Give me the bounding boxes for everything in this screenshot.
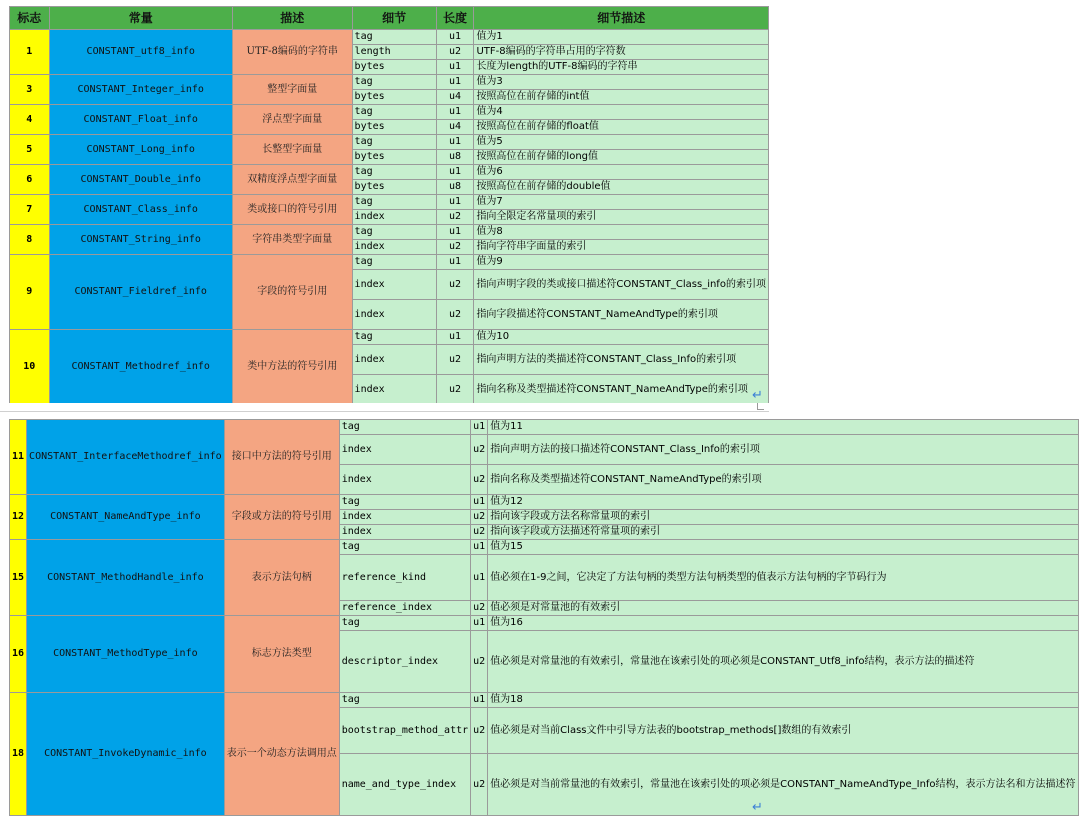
table-row	[10, 495, 1079, 510]
tag-value: 8	[10, 225, 50, 255]
detail-description: 指向声明方法的类描述符CONSTANT_Class_Info的索引项	[474, 345, 769, 375]
constant-name: CONSTANT_Integer_info	[49, 75, 232, 105]
detail-field: index	[339, 525, 470, 540]
detail-description: 值为5	[474, 135, 769, 150]
detail-field: tag	[339, 420, 470, 435]
constant-name: CONSTANT_Class_info	[49, 195, 232, 225]
table-row	[10, 75, 769, 90]
detail-field: tag	[352, 195, 436, 210]
table-row	[10, 105, 769, 120]
length-value: u1	[471, 495, 488, 510]
detail-field: bytes	[352, 90, 436, 105]
detail-description: 值为1	[474, 30, 769, 45]
constant-name: CONSTANT_Fieldref_info	[49, 255, 232, 330]
length-value: u1	[436, 75, 474, 90]
detail-description: 值为10	[474, 330, 769, 345]
length-value: u1	[471, 420, 488, 435]
constant-name: CONSTANT_MethodType_info	[27, 616, 225, 693]
constant-name: CONSTANT_utf8_info	[49, 30, 232, 75]
detail-field: tag	[352, 165, 436, 180]
detail-field: bytes	[352, 150, 436, 165]
length-value: u2	[471, 754, 488, 816]
detail-field: tag	[339, 540, 470, 555]
detail-description: 长度为length的UTF-8编码的字符串	[474, 60, 769, 75]
length-value: u1	[436, 255, 474, 270]
length-value: u2	[436, 270, 474, 300]
constant-description: 类中方法的符号引用	[232, 330, 352, 405]
detail-description: 指向名称及类型描述符CONSTANT_NameAndType的索引项	[474, 375, 769, 405]
constant-pool-table-part2	[9, 419, 1079, 816]
length-value: u2	[471, 435, 488, 465]
length-value: u1	[436, 105, 474, 120]
length-value: u2	[471, 631, 488, 693]
detail-description: 按照高位在前存储的float值	[474, 120, 769, 135]
page-break-line	[0, 411, 769, 412]
constant-description: 整型字面量	[232, 75, 352, 105]
length-value: u2	[436, 240, 474, 255]
length-value: u1	[471, 693, 488, 708]
detail-description: 值为18	[488, 693, 1078, 708]
length-value: u1	[436, 330, 474, 345]
table-row	[10, 225, 769, 240]
detail-field: index	[352, 210, 436, 225]
table-row	[10, 693, 1079, 708]
tag-value: 18	[10, 693, 27, 816]
detail-field: name_and_type_index	[339, 754, 470, 816]
detail-field: tag	[352, 75, 436, 90]
header-detail: 细节	[352, 7, 436, 30]
length-value: u8	[436, 150, 474, 165]
detail-field: index	[339, 435, 470, 465]
detail-description: 指向字段描述符CONSTANT_NameAndType的索引项	[474, 300, 769, 330]
length-value: u2	[471, 510, 488, 525]
length-value: u8	[436, 180, 474, 195]
table-row	[10, 330, 769, 345]
length-value: u1	[436, 195, 474, 210]
detail-description: 值为7	[474, 195, 769, 210]
detail-field: tag	[352, 30, 436, 45]
detail-description: 指向该字段或方法描述符常量项的索引	[488, 525, 1078, 540]
tag-value: 5	[10, 135, 50, 165]
constant-name: CONSTANT_Float_info	[49, 105, 232, 135]
detail-description: UTF-8编码的字符串占用的字符数	[474, 45, 769, 60]
detail-field: descriptor_index	[339, 631, 470, 693]
constant-name: CONSTANT_InterfaceMethodref_info	[27, 420, 225, 495]
table-row	[10, 255, 769, 270]
detail-description: 值必须是对常量池的有效索引，常量池在该索引处的项必须是CONSTANT_Utf8_info结构，表示方法的描述符	[488, 631, 1078, 693]
length-value: u2	[471, 708, 488, 754]
constant-name: CONSTANT_Methodref_info	[49, 330, 232, 405]
constant-description: 表示方法句柄	[224, 540, 339, 616]
detail-description: 值为9	[474, 255, 769, 270]
detail-field: tag	[352, 255, 436, 270]
length-value: u4	[436, 90, 474, 105]
table-row	[10, 420, 1079, 435]
detail-field: tag	[352, 225, 436, 240]
constant-name: CONSTANT_NameAndType_info	[27, 495, 225, 540]
detail-description: 指向名称及类型描述符CONSTANT_NameAndType的索引项	[488, 465, 1078, 495]
detail-description: 值为12	[488, 495, 1078, 510]
constant-description: 字段的符号引用	[232, 255, 352, 330]
detail-field: tag	[352, 135, 436, 150]
tag-value: 15	[10, 540, 27, 616]
detail-field: index	[339, 510, 470, 525]
detail-field: reference_kind	[339, 555, 470, 601]
detail-field: tag	[339, 693, 470, 708]
constant-name: CONSTANT_MethodHandle_info	[27, 540, 225, 616]
detail-field: reference_index	[339, 601, 470, 616]
header-description: 描述	[232, 7, 352, 30]
constant-description: 浮点型字面量	[232, 105, 352, 135]
tag-value: 10	[10, 330, 50, 405]
paragraph-return-icon: ↵	[752, 800, 763, 815]
length-value: u2	[436, 300, 474, 330]
constant-name: CONSTANT_String_info	[49, 225, 232, 255]
table-row	[10, 135, 769, 150]
page-corner-icon	[757, 403, 764, 410]
detail-field: tag	[352, 105, 436, 120]
length-value: u2	[436, 45, 474, 60]
detail-description: 按照高位在前存储的double值	[474, 180, 769, 195]
constant-description: UTF-8编码的字符串	[232, 30, 352, 75]
table-row	[10, 30, 769, 45]
detail-field: index	[352, 375, 436, 405]
detail-description: 值为3	[474, 75, 769, 90]
length-value: u1	[436, 225, 474, 240]
detail-description: 按照高位在前存储的int值	[474, 90, 769, 105]
detail-field: tag	[339, 616, 470, 631]
detail-description: 指向声明方法的接口描述符CONSTANT_Class_Info的索引项	[488, 435, 1078, 465]
header-constant: 常量	[49, 7, 232, 30]
length-value: u4	[436, 120, 474, 135]
tag-value: 7	[10, 195, 50, 225]
detail-description: 指向字符串字面量的索引	[474, 240, 769, 255]
constant-description: 长整型字面量	[232, 135, 352, 165]
detail-field: index	[352, 300, 436, 330]
header-tag: 标志	[10, 7, 50, 30]
tag-value: 3	[10, 75, 50, 105]
length-value: u1	[471, 540, 488, 555]
detail-field: index	[352, 240, 436, 255]
table2-body	[10, 420, 1079, 816]
detail-field: tag	[339, 495, 470, 510]
constant-name: CONSTANT_Long_info	[49, 135, 232, 165]
detail-description: 指向全限定名常量项的索引	[474, 210, 769, 225]
detail-description: 值必须在1-9之间，它决定了方法句柄的类型方法句柄类型的值表示方法句柄的字节码行为	[488, 555, 1078, 601]
tag-value: 9	[10, 255, 50, 330]
length-value: u2	[436, 210, 474, 225]
length-value: u1	[436, 30, 474, 45]
constant-pool-table-part1	[9, 6, 769, 405]
detail-description: 值必须是对当前常量池的有效索引，常量池在该索引处的项必须是CONSTANT_NameAndType_Info结构，表示方法名和方法描述符	[488, 754, 1078, 816]
header-detail-description: 细节描述	[474, 7, 769, 30]
detail-description: 按照高位在前存储的long值	[474, 150, 769, 165]
constant-description: 字符串类型字面量	[232, 225, 352, 255]
tag-value: 11	[10, 420, 27, 495]
constant-name: CONSTANT_Double_info	[49, 165, 232, 195]
paragraph-return-icon: ↵	[752, 388, 763, 403]
constant-description: 字段或方法的符号引用	[224, 495, 339, 540]
detail-description: 值为4	[474, 105, 769, 120]
header-row	[10, 7, 769, 30]
length-value: u2	[471, 465, 488, 495]
constant-description: 接口中方法的符号引用	[224, 420, 339, 495]
tag-value: 1	[10, 30, 50, 75]
length-value: u1	[471, 555, 488, 601]
constant-description: 标志方法类型	[224, 616, 339, 693]
constant-description: 类或接口的符号引用	[232, 195, 352, 225]
detail-field: index	[352, 345, 436, 375]
length-value: u2	[471, 601, 488, 616]
detail-field: index	[339, 465, 470, 495]
detail-field: bytes	[352, 120, 436, 135]
tag-value: 4	[10, 105, 50, 135]
detail-description: 值必须是对常量池的有效索引	[488, 601, 1078, 616]
table-row	[10, 540, 1079, 555]
detail-field: bytes	[352, 180, 436, 195]
tag-value: 6	[10, 165, 50, 195]
length-value: u2	[471, 525, 488, 540]
detail-description: 值为8	[474, 225, 769, 240]
length-value: u1	[436, 60, 474, 75]
detail-field: tag	[352, 330, 436, 345]
detail-description: 指向该字段或方法名称常量项的索引	[488, 510, 1078, 525]
detail-field: bootstrap_method_attr	[339, 708, 470, 754]
length-value: u1	[436, 165, 474, 180]
detail-field: index	[352, 270, 436, 300]
length-value: u2	[436, 375, 474, 405]
table-row	[10, 195, 769, 210]
detail-description: 值必须是对当前Class文件中引导方法表的bootstrap_methods[]数组的有效索引	[488, 708, 1078, 754]
length-value: u2	[436, 345, 474, 375]
table1-body	[10, 30, 769, 405]
detail-description: 值为15	[488, 540, 1078, 555]
table-row	[10, 165, 769, 180]
detail-description: 值为11	[488, 420, 1078, 435]
length-value: u1	[471, 616, 488, 631]
detail-field: length	[352, 45, 436, 60]
constant-description: 表示一个动态方法调用点	[224, 693, 339, 816]
tag-value: 12	[10, 495, 27, 540]
detail-field: bytes	[352, 60, 436, 75]
tag-value: 16	[10, 616, 27, 693]
constant-name: CONSTANT_InvokeDynamic_info	[27, 693, 225, 816]
header-length: 长度	[436, 7, 474, 30]
table-row	[10, 616, 1079, 631]
constant-description: 双精度浮点型字面量	[232, 165, 352, 195]
detail-description: 指向声明字段的类或接口描述符CONSTANT_Class_info的索引项	[474, 270, 769, 300]
detail-description: 值为6	[474, 165, 769, 180]
length-value: u1	[436, 135, 474, 150]
detail-description: 值为16	[488, 616, 1078, 631]
